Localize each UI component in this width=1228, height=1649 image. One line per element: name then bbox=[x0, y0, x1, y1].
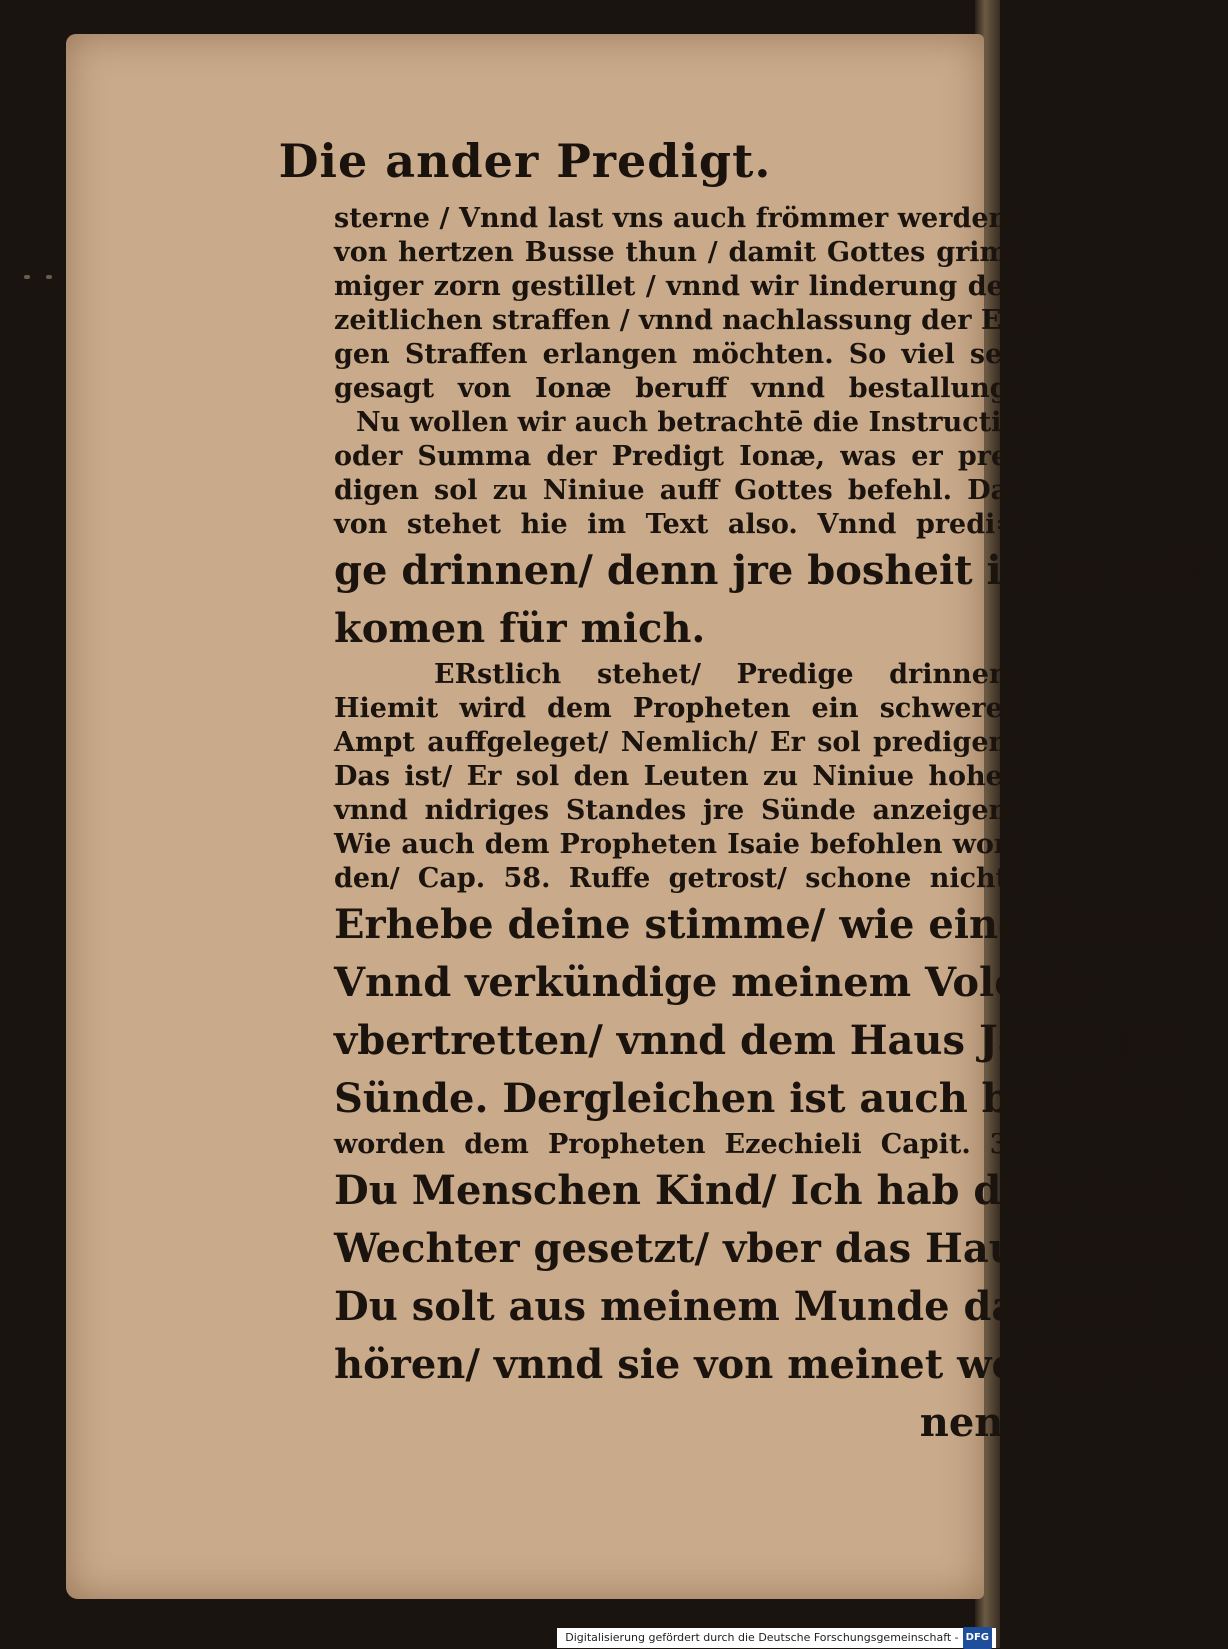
margin-mark bbox=[46, 275, 52, 279]
text-line: von hertzen Busse thun / damit Gottes grim/ bbox=[334, 237, 1018, 268]
running-head: Die ander Predigt. bbox=[278, 134, 772, 188]
text-line: gen Straffen erlangen möchten. So viel sey bbox=[334, 339, 1018, 370]
text-line: Erhebe deine stimme/ wie eine Posaun/ bbox=[334, 901, 1215, 948]
text-line: vnnd nidriges Standes jre Sünde anzeigen/ bbox=[334, 795, 1018, 826]
text-line: Sünde. Dergleichen ist auch befohlen bbox=[334, 1075, 1178, 1122]
text-line: vbertretten/ vnnd dem Haus Jacob jre bbox=[334, 1017, 1178, 1064]
text-line: digen sol zu Niniue auff Gottes befehl. Da/ bbox=[334, 475, 1018, 506]
text-line: ge drinnen/ denn jre bosheit ist er auff bbox=[334, 547, 1205, 594]
text-line: sterne / Vnnd last vns auch frömmer werden/ bbox=[334, 203, 1018, 234]
body-text bbox=[334, 202, 1228, 1452]
footer-text: Digitalisierung gefördert durch die Deutsche Forschungsgemeinschaft - bbox=[565, 1631, 959, 1644]
text-line: ERstlich stehet/ Predige drinnen. bbox=[434, 659, 1018, 690]
text-line: den/ Cap. 58. Ruffe getrost/ schone nicht/ bbox=[334, 863, 1018, 894]
text-line: von stehet hie im Text also. Vnnd predi= bbox=[334, 509, 1018, 540]
text-line: oder Summa der Predigt Ionæ, was er pre/ bbox=[334, 441, 1018, 472]
footer-credit bbox=[557, 1628, 996, 1648]
text-line: Du Menschen Kind/ Ich hab dich zum bbox=[334, 1167, 1179, 1214]
text-line: miger zorn gestillet / vnnd wir linderung der bbox=[334, 271, 1018, 302]
text-line: zeitlichen straffen / vnnd nachlassung der Ewi/ bbox=[334, 305, 1045, 336]
text-line: Nu wollen wir auch betrachtē die Instruction bbox=[356, 407, 1040, 438]
text-line: Ampt auffgeleget/ Nemlich/ Er sol predigen/ bbox=[334, 727, 1018, 758]
book-page bbox=[66, 34, 1228, 1599]
text-line: Vnnd verkündige meinem Volck jr bbox=[334, 959, 1096, 1006]
text-line: hören/ vnnd sie von meinet wegen war= bbox=[334, 1341, 1228, 1388]
text-line: Wie auch dem Propheten Isaie befohlen wor/ bbox=[334, 829, 1018, 860]
dfg-logo: DFG bbox=[963, 1627, 992, 1649]
text-line: Das ist/ Er sol den Leuten zu Niniue hohes bbox=[334, 761, 1018, 792]
text-line: Wechter gesetzt/ vber das Haus Israel/ bbox=[334, 1225, 1198, 1272]
text-line: Hiemit wird dem Propheten ein schweres bbox=[334, 693, 1018, 724]
text-line: Du solt aus meinem Munde das wort bbox=[334, 1283, 1155, 1330]
text-line: gesagt von Ionæ beruff vnnd bestallung. bbox=[334, 373, 1018, 404]
margin-mark bbox=[24, 275, 30, 279]
text-line: komen für mich. bbox=[334, 605, 706, 652]
text-line: nen/ bbox=[919, 1399, 1018, 1446]
text-line: worden dem Propheten Ezechieli Capit. 3. bbox=[334, 1129, 1018, 1160]
